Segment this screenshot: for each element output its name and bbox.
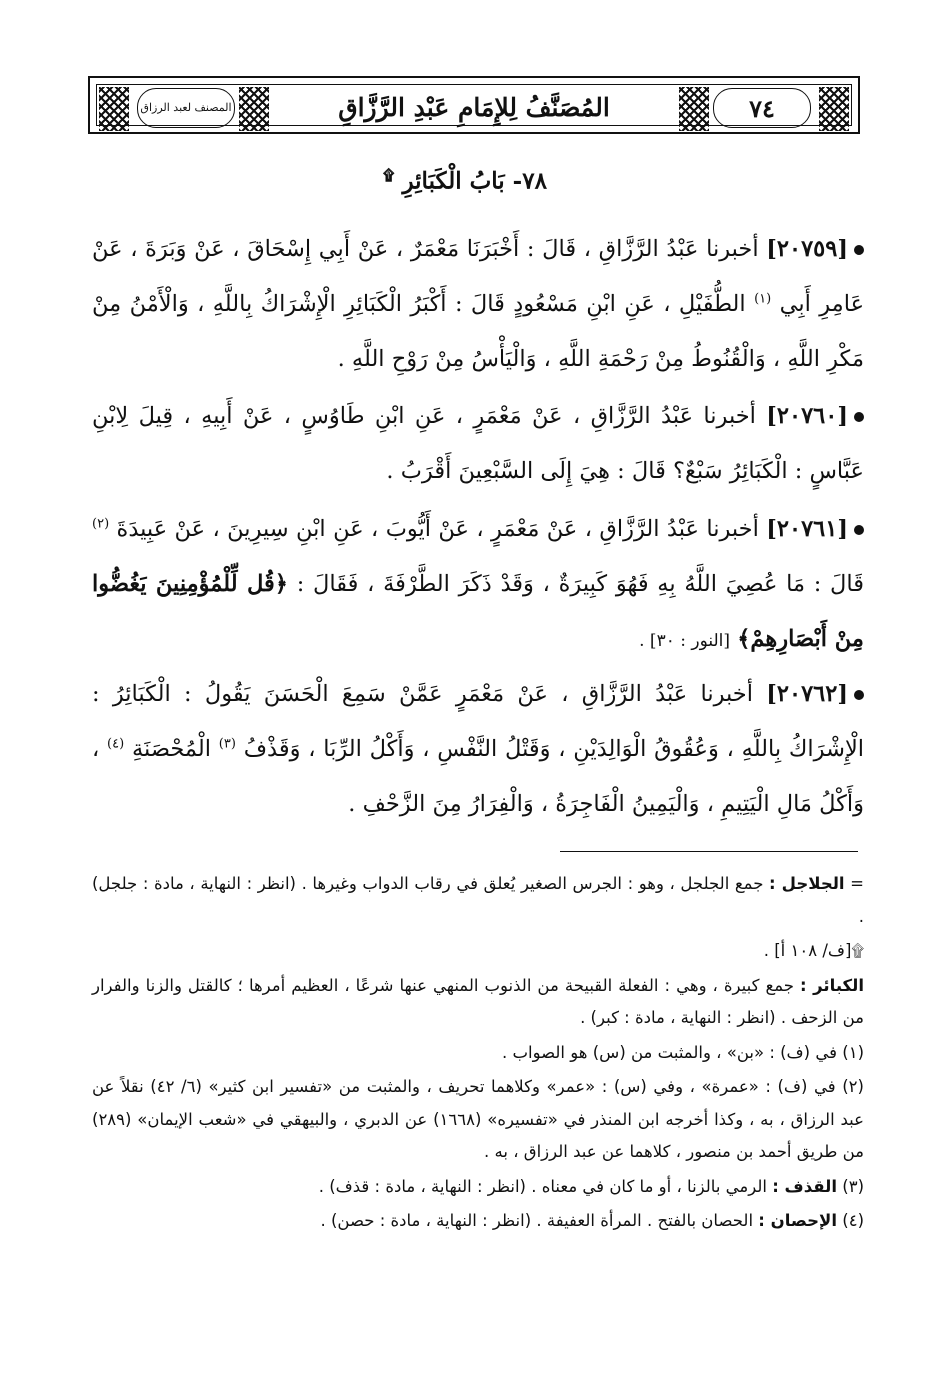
hadith-text: أخبرنا عَبْدُ الرَّزَّاقِ ، قَالَ : أَخْبَرَنَا مَعْمَرٌ ، عَنْ أَبِي إِسْحَاقَ ، عَنْ وَبَرَةَ ، عَنْ عَامِرِ أَبِي (92, 236, 864, 317)
note-lead: (١) (842, 1042, 864, 1062)
folio-mark-icon: ۩ (383, 166, 395, 184)
footnote-item (92, 935, 864, 968)
hadith-entry (92, 222, 864, 389)
footnote-item (92, 970, 864, 1035)
note-term: الجلاجل : (769, 874, 845, 893)
footnote-marker: (٤) (107, 736, 125, 752)
footnote-item (92, 1037, 864, 1070)
hadith-entry (92, 502, 864, 667)
hadith-number: [٢٠٧٥٩] (766, 236, 848, 262)
page-header (88, 76, 860, 134)
hadith-text: قَالَ : مَا عُصِيَ اللَّهُ بِهِ فَهُوَ كَبِيرَةٌ ، وَقَدْ ذَكَرَ الطَّرْفَةَ ، فَقَالَ : (296, 571, 865, 597)
footnote-item (92, 868, 864, 933)
note-lead: = (850, 874, 864, 893)
note-lead: (٢) (842, 1077, 864, 1096)
note-text: [ف/ ١٠٨ أ] . (763, 941, 852, 960)
header-frame (96, 84, 852, 126)
note-text: في (ف) : «بن» ، والمثبت من (س) هو الصواب . (501, 1042, 837, 1062)
footnote-item (92, 1171, 864, 1204)
hadith-section (92, 222, 864, 832)
hadith-number: [٢٠٧٦٢] (766, 681, 848, 707)
note-term: الكبائر : (800, 975, 865, 995)
bullet-icon (854, 690, 864, 700)
note-lead: (٣) (842, 1176, 864, 1196)
book-seal-logo: المصنف لعبد الرزاق (137, 88, 235, 128)
footnotes (92, 868, 864, 1240)
hadith-number: [٢٠٧٦٠] (766, 403, 848, 429)
ornament-pattern (819, 87, 849, 131)
chapter-title: ٧٨- بَابُ الْكَبَائِرِ (402, 167, 547, 195)
footnote-item (92, 1071, 864, 1169)
note-text: جمع الجلجل ، وهو : الجرس الصغير يُعلق في رقاب الدواب وغيرها . (انظر : النهاية ، مادة : جلجل) . (92, 874, 864, 926)
hadith-number: [٢٠٧٦١] (766, 516, 848, 542)
note-lead: (٤) (842, 1211, 864, 1230)
hadith-entry (92, 667, 864, 832)
hadith-text: الطُّفَيْلِ ، عَنِ ابْنِ مَسْعُودٍ قَالَ : أَكْبَرُ الْكَبَائِرِ الْإِشْرَاكُ بِاللَّهِ ، وَالْأَمْنُ مِنْ مَكْرِ اللَّهِ ، وَالْقُنُوطُ مِنْ رَحْمَةِ اللَّهِ ، وَالْيَأْسُ مِنْ رَوْحِ اللَّهِ . (92, 291, 864, 372)
hadith-entry (92, 389, 864, 502)
quran-reference: [النور : ٣٠] . (639, 631, 731, 651)
footnote-marker: (٣) (218, 736, 236, 752)
note-text: جمع كبيرة ، وهي : الفعلة القبيحة من الذنوب المنهي عنها شرعًا ، العظيم أمرها ؛ كالقتل والزنا والفرار من الزحف . (انظر : النهاية ، مادة : كبر) . (92, 975, 864, 1027)
bullet-icon (854, 525, 864, 535)
ornament-pattern (239, 87, 269, 131)
note-term: الإحصان : (758, 1211, 837, 1230)
note-text: الحصان بالفتح . المرأة العفيفة . (انظر : النهاية ، مادة : حصن) . (320, 1211, 754, 1230)
footnote-item (92, 1205, 864, 1238)
hadith-text: أخبرنا عَبْدُ الرَّزَّاقِ ، عَنْ مَعْمَرٍ ، عَنِ ابْنِ طَاوُسٍ ، عَنْ أَبِيهِ ، قِيلَ لِابْنِ عَبَّاسٍ : الْكَبَائِرُ سَبْعٌ؟ قَالَ : هِيَ إِلَى السَّبْعِينَ أَقْرَبُ . (92, 403, 864, 484)
folio-mark-icon: ۩ (851, 941, 864, 960)
note-text: الرمي بالزنا ، أو ما كان في معناه . (انظر : النهاية ، مادة : قذف) . (318, 1176, 767, 1196)
ornament-pattern (99, 87, 129, 131)
note-term: القذف : (772, 1176, 837, 1196)
note-text: في (ف) : «عمرة» ، وفي (س) : «عمر» وكلاهما تحريف ، والمثبت من «تفسير ابن كثير» (٦/ ٤٢) نقلاً عن عبد الرزاق ، به ، وكذا أخرجه ابن المنذر في «تفسيره» (١٦٦٨) عن الدبري ، والبيهقي في «شعب الإيمان» (٢٨٩) من طريق أحمد بن منصور ، كلاهما عن عبد الرزاق ، به . (92, 1077, 864, 1161)
hadith-text: أخبرنا عَبْدُ الرَّزَّاقِ ، عَنْ مَعْمَرٍ عَمَّنْ سَمِعَ الْحَسَنَ يَقُولُ : الْكَبَائِرُ : الْإِشْرَاكُ بِاللَّهِ ، وَعُقُوقُ الْوَالِدَيْنِ ، وَقَتْلُ النَّفْسِ ، وَأَكْلُ الرِّبَا ، وَقَذْفُ (92, 681, 865, 762)
chapter-heading (0, 166, 930, 195)
footnote-separator (560, 851, 858, 852)
quran-verse: ﴿قُل لِّلْمُؤْمِنِينَ يَغُضُّوا مِنْ أَبْصَارِهِمْ﴾ (92, 571, 864, 652)
footnote-marker: (٢) (92, 516, 110, 532)
bullet-icon (854, 245, 864, 255)
bullet-icon (854, 412, 864, 422)
hadith-text: أخبرنا عَبْدُ الرَّزَّاقِ ، عَنْ مَعْمَرٍ ، عَنْ أَيُّوبَ ، عَنِ ابْنِ سِيرِينَ ، عَنْ عَبِيدَةَ (116, 516, 759, 542)
page-number: ٧٤ (713, 88, 811, 128)
running-title: المُصَنَّفُ لِلإِمَامِ عَبْدِ الرَّزَّاقِ (338, 92, 610, 122)
hadith-text: ، وَأَكْلُ مَالِ الْيَتِيمِ ، وَالْيَمِينُ الْفَاجِرَةُ ، وَالْفِرَارُ مِنَ الزَّحْفِ . (92, 736, 864, 817)
hadith-text: الْمُحْصَنَةِ (131, 736, 211, 762)
footnote-marker: (١) (754, 291, 772, 307)
ornament-pattern (679, 87, 709, 131)
